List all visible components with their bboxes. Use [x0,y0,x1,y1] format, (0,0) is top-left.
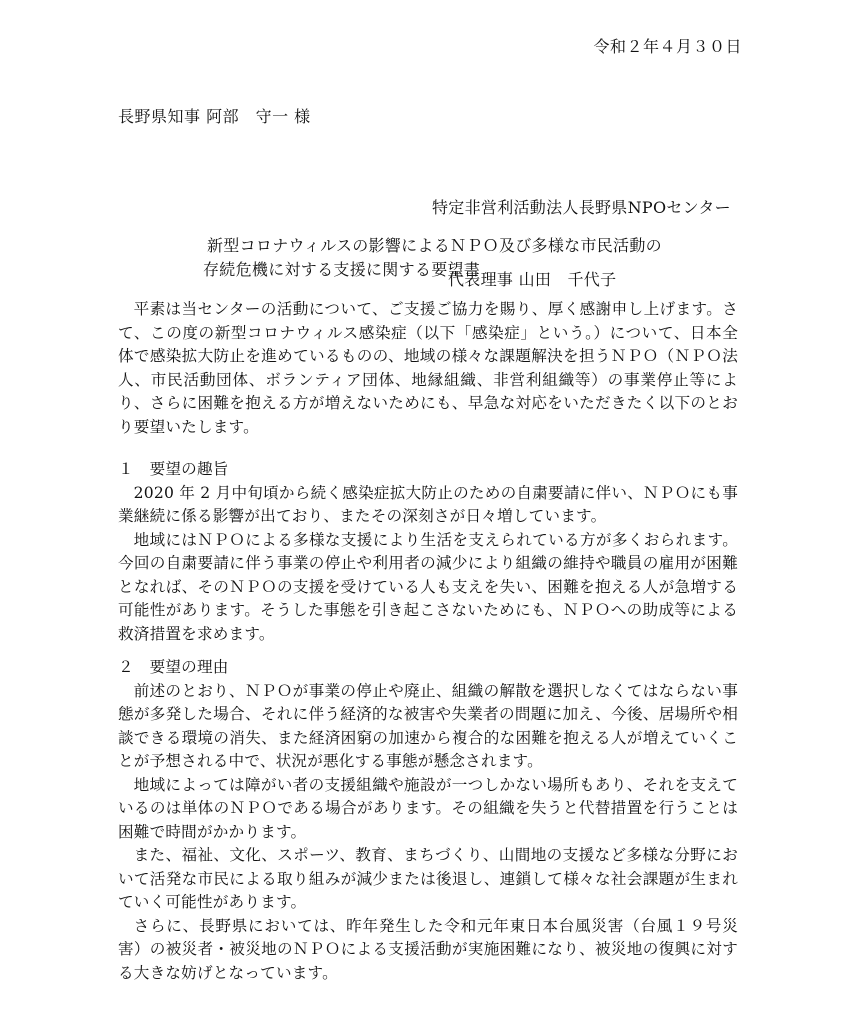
section-heading-purpose: １ 要望の趣旨 [118,460,229,478]
sender-representative: 代表理事 山田 千代子 [448,270,617,289]
reasons-paragraph-2: 地域によっては障がい者の支援組織や施設が一つしかない場所もあり、それを支えているのは単体のＮＰＯである場合があります。その組織を失うと代替措置を行うことは困難で時間がかかります。 [118,775,738,841]
purpose-paragraph-1: 2020 年 2 月中旬頃から続く感染症拡大防止のための自粛要請に伴い、ＮＰＯにも事業継続に係る影響が出ており、またその深刻さが日々増しています。 [118,483,738,525]
section-heading-reasons: ２ 要望の理由 [118,658,229,676]
reasons-paragraph-3: また、福祉、文化、スポーツ、教育、まちづくり、山間地の支援など多様な分野において活発な市民による取り組みが減少または後退し、連鎖して様々な社会課題が生まれていく可能性があります。 [118,846,738,911]
intro-paragraph: 平素は当センターの活動について、ご支援ご協力を賜り、厚く感謝申し上げます。さて、この度の新型コロナウィルス感染症（以下「感染症」という。）について、日本全体で感染拡大防止を進めているものの、地域の様々な課題解決を担うＮＰＯ（ＮＰＯ法人、市民活動団体、ボランティア団体、地縁組織、非営利組織等）の事業停止等により、さらに困難を抱える方が増えないためにも、早急な対応をいただきたく以下のとおり要望いたします。 [118,300,738,436]
sender-organization: 特定非営利活動法人長野県NPOセンター [432,198,731,217]
reasons-paragraph-4: さらに、長野県においては、昨年発生した令和元年東日本台風災害（台風１９号災害）の被災者・被災地のＮＰＯによる支援活動が実施困難になり、被災地の復興に対する大きな妨げとなっています。 [118,916,738,982]
section-reasons [118,656,738,985]
title-line-2: 存続危機に対する支援に関する要望書 [203,260,481,279]
purpose-paragraph-2: 地域にはＮＰＯによる多様な支援により生活を支えられている方が多くおられます。今回の自粛要請に伴う事業の停止や利用者の減少により組織の維持や職員の雇用が困難となれば、そのＮＰＯの支援を受けている人も支えを失い、困難を抱える人が急増する可能性があります。そうした事態を引き起こさないためにも、ＮＰＯへの助成等による救済措置を求めます。 [118,530,738,643]
title-line-1: 新型コロナウィルスの影響によるＮＰＯ及び多様な市民活動の [207,236,662,255]
document-title [203,234,727,282]
section-purpose [118,458,738,646]
reasons-paragraph-1: 前述のとおり、ＮＰＯが事業の停止や廃止、組織の解散を選択しなくてはならない事態が多発した場合、それに伴う経済的な被害や失業者の問題に加え、今後、居場所や相談できる環境の消失、また経済困窮の加速から複合的な困難を抱える人が増えていくことが予想される中で、状況が悪化する事態が懸念されます。 [118,681,738,770]
addressee: 長野県知事 阿部 守一 様 [118,107,311,126]
intro-section [118,298,738,439]
document-date: 令和２年４月３０日 [593,37,742,56]
